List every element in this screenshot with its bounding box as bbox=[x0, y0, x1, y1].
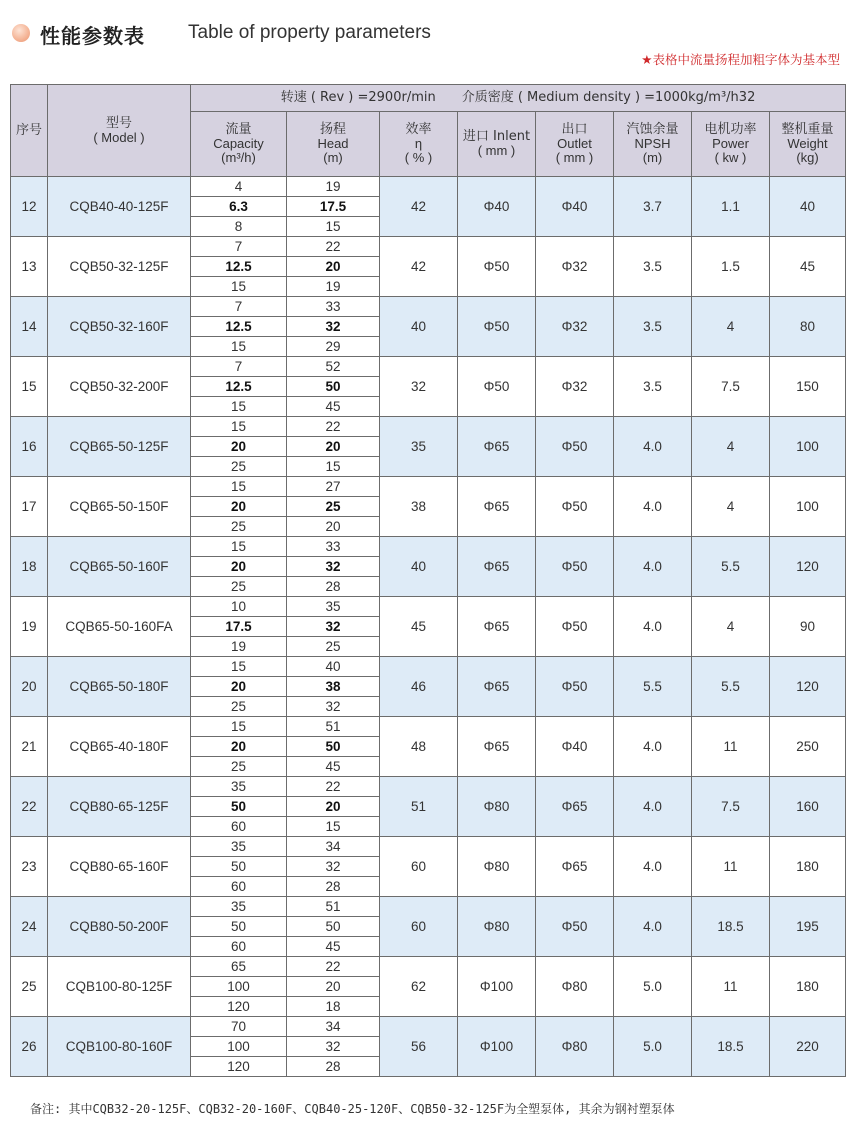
cell-head: 20 bbox=[287, 437, 380, 457]
cell-outlet: Φ80 bbox=[536, 957, 614, 1017]
cell-head: 33 bbox=[287, 297, 380, 317]
cell-model: CQB80-65-160F bbox=[48, 837, 191, 897]
cell-inlet: Φ80 bbox=[458, 837, 536, 897]
cell-npsh: 4.0 bbox=[614, 477, 692, 537]
cell-inlet: Φ80 bbox=[458, 777, 536, 837]
cell-capacity: 25 bbox=[191, 697, 287, 717]
cell-head: 50 bbox=[287, 917, 380, 937]
table-row bbox=[11, 897, 846, 917]
cell-inlet: Φ50 bbox=[458, 297, 536, 357]
cell-npsh: 3.5 bbox=[614, 357, 692, 417]
cell-capacity: 35 bbox=[191, 897, 287, 917]
header-inlet bbox=[458, 112, 536, 177]
title-bar bbox=[10, 18, 850, 50]
cell-outlet: Φ32 bbox=[536, 357, 614, 417]
cell-outlet: Φ50 bbox=[536, 597, 614, 657]
cell-outlet: Φ50 bbox=[536, 537, 614, 597]
table-row bbox=[11, 177, 846, 197]
header-power-cn: 电机功率 bbox=[704, 122, 757, 137]
cell-head: 17.5 bbox=[287, 197, 380, 217]
cell-seq: 14 bbox=[11, 297, 48, 357]
cell-capacity: 15 bbox=[191, 397, 287, 417]
table-row bbox=[11, 1017, 846, 1037]
cell-capacity: 15 bbox=[191, 337, 287, 357]
cell-head: 15 bbox=[287, 457, 380, 477]
cell-head: 20 bbox=[287, 797, 380, 817]
header-outlet-en: Outlet bbox=[557, 136, 592, 151]
cell-efficiency: 42 bbox=[380, 237, 458, 297]
table-body bbox=[11, 177, 846, 1077]
cell-outlet: Φ40 bbox=[536, 717, 614, 777]
cell-head: 32 bbox=[287, 557, 380, 577]
cell-efficiency: 45 bbox=[380, 597, 458, 657]
cell-inlet: Φ80 bbox=[458, 897, 536, 957]
cell-model: CQB65-50-160F bbox=[48, 537, 191, 597]
cell-head: 28 bbox=[287, 1057, 380, 1077]
cell-efficiency: 32 bbox=[380, 357, 458, 417]
cell-seq: 12 bbox=[11, 177, 48, 237]
cell-seq: 17 bbox=[11, 477, 48, 537]
cell-model: CQB80-50-200F bbox=[48, 897, 191, 957]
header-inlet-unit: ( mm ) bbox=[477, 143, 516, 158]
cell-inlet: Φ40 bbox=[458, 177, 536, 237]
header-outlet-cn: 出口 bbox=[561, 122, 588, 137]
cell-weight: 90 bbox=[770, 597, 846, 657]
cell-inlet: Φ50 bbox=[458, 357, 536, 417]
cell-power: 7.5 bbox=[692, 777, 770, 837]
header-npsh-cn: 汽蚀余量 bbox=[626, 122, 679, 137]
cell-efficiency: 62 bbox=[380, 957, 458, 1017]
cell-head: 40 bbox=[287, 657, 380, 677]
cell-efficiency: 60 bbox=[380, 897, 458, 957]
footnote: 备注: 其中CQB32-20-125F、CQB32-20-160F、CQB40-25-120F、CQB50-32-125F为全塑泵体, 其余为钢衬塑泵体 bbox=[30, 1102, 675, 1116]
cell-capacity: 20 bbox=[191, 497, 287, 517]
cell-power: 11 bbox=[692, 957, 770, 1017]
cell-inlet: Φ100 bbox=[458, 1017, 536, 1077]
table-row bbox=[11, 657, 846, 677]
cell-efficiency: 38 bbox=[380, 477, 458, 537]
cell-efficiency: 46 bbox=[380, 657, 458, 717]
cell-seq: 25 bbox=[11, 957, 48, 1017]
cell-capacity: 60 bbox=[191, 817, 287, 837]
cell-capacity: 35 bbox=[191, 837, 287, 857]
cell-head: 20 bbox=[287, 257, 380, 277]
cell-seq: 20 bbox=[11, 657, 48, 717]
cell-npsh: 3.5 bbox=[614, 297, 692, 357]
cell-weight: 220 bbox=[770, 1017, 846, 1077]
cell-power: 4 bbox=[692, 417, 770, 477]
cell-efficiency: 51 bbox=[380, 777, 458, 837]
cell-weight: 80 bbox=[770, 297, 846, 357]
cell-seq: 16 bbox=[11, 417, 48, 477]
cell-power: 18.5 bbox=[692, 1017, 770, 1077]
cell-capacity: 25 bbox=[191, 517, 287, 537]
cell-head: 33 bbox=[287, 537, 380, 557]
cell-npsh: 4.0 bbox=[614, 897, 692, 957]
cell-weight: 250 bbox=[770, 717, 846, 777]
cell-capacity: 60 bbox=[191, 937, 287, 957]
cell-weight: 160 bbox=[770, 777, 846, 837]
cell-capacity: 15 bbox=[191, 537, 287, 557]
cell-capacity: 12.5 bbox=[191, 317, 287, 337]
cell-npsh: 5.0 bbox=[614, 1017, 692, 1077]
property-parameters-table bbox=[10, 84, 846, 1077]
header-model bbox=[48, 85, 191, 177]
header-efficiency-unit: ( % ) bbox=[404, 150, 433, 165]
cell-power: 18.5 bbox=[692, 897, 770, 957]
cell-outlet: Φ32 bbox=[536, 297, 614, 357]
cell-weight: 45 bbox=[770, 237, 846, 297]
cell-inlet: Φ65 bbox=[458, 597, 536, 657]
cell-npsh: 4.0 bbox=[614, 837, 692, 897]
cell-head: 28 bbox=[287, 877, 380, 897]
cell-power: 4 bbox=[692, 477, 770, 537]
cell-capacity: 15 bbox=[191, 717, 287, 737]
basic-type-note: ★表格中流量扬程加粗字体为基本型 bbox=[641, 52, 840, 67]
cell-head: 38 bbox=[287, 677, 380, 697]
cell-efficiency: 60 bbox=[380, 837, 458, 897]
cell-inlet: Φ100 bbox=[458, 957, 536, 1017]
cell-inlet: Φ65 bbox=[458, 717, 536, 777]
cell-capacity: 15 bbox=[191, 657, 287, 677]
cell-model: CQB100-80-125F bbox=[48, 957, 191, 1017]
cell-capacity: 15 bbox=[191, 477, 287, 497]
page-title-en: Table of property parameters bbox=[188, 22, 431, 43]
cell-seq: 22 bbox=[11, 777, 48, 837]
cell-outlet: Φ50 bbox=[536, 897, 614, 957]
cell-seq: 13 bbox=[11, 237, 48, 297]
header-conditions: 转速 ( Rev ) =2900r/min 介质密度 ( Medium density ) =1000kg/m³/h32 bbox=[191, 85, 846, 112]
header-head-cn: 扬程 bbox=[319, 122, 346, 137]
cell-capacity: 25 bbox=[191, 757, 287, 777]
cell-npsh: 3.5 bbox=[614, 237, 692, 297]
cell-head: 50 bbox=[287, 737, 380, 757]
cell-capacity: 120 bbox=[191, 1057, 287, 1077]
cell-head: 32 bbox=[287, 1037, 380, 1057]
cell-head: 28 bbox=[287, 577, 380, 597]
header-capacity-cn: 流量 bbox=[225, 122, 252, 137]
cell-weight: 120 bbox=[770, 537, 846, 597]
cell-weight: 150 bbox=[770, 357, 846, 417]
header-seq: 序号 bbox=[11, 85, 48, 177]
cell-outlet: Φ65 bbox=[536, 777, 614, 837]
cell-seq: 26 bbox=[11, 1017, 48, 1077]
table-row bbox=[11, 477, 846, 497]
cell-head: 45 bbox=[287, 397, 380, 417]
cell-capacity: 4 bbox=[191, 177, 287, 197]
header-model-cn: 型号 bbox=[105, 115, 132, 131]
cell-model: CQB65-50-125F bbox=[48, 417, 191, 477]
cell-outlet: Φ50 bbox=[536, 657, 614, 717]
cell-head: 34 bbox=[287, 837, 380, 857]
cell-capacity: 25 bbox=[191, 577, 287, 597]
cell-efficiency: 56 bbox=[380, 1017, 458, 1077]
cell-head: 25 bbox=[287, 637, 380, 657]
cell-capacity: 120 bbox=[191, 997, 287, 1017]
header-weight bbox=[770, 112, 846, 177]
cell-npsh: 3.7 bbox=[614, 177, 692, 237]
cell-efficiency: 48 bbox=[380, 717, 458, 777]
table-row bbox=[11, 537, 846, 557]
cell-capacity: 50 bbox=[191, 857, 287, 877]
cell-model: CQB50-32-160F bbox=[48, 297, 191, 357]
header-head-en: Head bbox=[317, 136, 349, 151]
cell-outlet: Φ32 bbox=[536, 237, 614, 297]
header-capacity-en: Capacity bbox=[213, 136, 264, 151]
cell-model: CQB100-80-160F bbox=[48, 1017, 191, 1077]
header-model-en: ( Model ) bbox=[93, 129, 145, 145]
cell-npsh: 4.0 bbox=[614, 777, 692, 837]
table-row bbox=[11, 597, 846, 617]
cell-head: 45 bbox=[287, 937, 380, 957]
cell-inlet: Φ65 bbox=[458, 537, 536, 597]
cell-inlet: Φ65 bbox=[458, 657, 536, 717]
cell-model: CQB80-65-125F bbox=[48, 777, 191, 837]
cell-weight: 100 bbox=[770, 477, 846, 537]
cell-head: 32 bbox=[287, 697, 380, 717]
cell-inlet: Φ65 bbox=[458, 477, 536, 537]
cell-model: CQB65-50-160FA bbox=[48, 597, 191, 657]
cell-efficiency: 40 bbox=[380, 297, 458, 357]
cell-head: 45 bbox=[287, 757, 380, 777]
header-power-en: Power bbox=[712, 136, 749, 151]
table-row bbox=[11, 417, 846, 437]
cell-capacity: 65 bbox=[191, 957, 287, 977]
cell-model: CQB65-50-180F bbox=[48, 657, 191, 717]
cell-capacity: 60 bbox=[191, 877, 287, 897]
cell-head: 32 bbox=[287, 617, 380, 637]
cell-npsh: 5.5 bbox=[614, 657, 692, 717]
cell-head: 27 bbox=[287, 477, 380, 497]
header-head-unit: (m) bbox=[323, 150, 343, 165]
cell-seq: 19 bbox=[11, 597, 48, 657]
cell-power: 5.5 bbox=[692, 537, 770, 597]
cell-npsh: 4.0 bbox=[614, 597, 692, 657]
header-outlet bbox=[536, 112, 614, 177]
header-npsh-unit: (m) bbox=[642, 150, 663, 165]
page-title-cn: 性能参数表 bbox=[40, 24, 145, 48]
cell-head: 22 bbox=[287, 237, 380, 257]
header-capacity bbox=[191, 112, 287, 177]
cell-capacity: 6.3 bbox=[191, 197, 287, 217]
cell-outlet: Φ65 bbox=[536, 837, 614, 897]
header-weight-unit: (kg) bbox=[796, 150, 819, 165]
cell-capacity: 20 bbox=[191, 737, 287, 757]
header-capacity-unit: (m³/h) bbox=[221, 150, 256, 165]
cell-head: 34 bbox=[287, 1017, 380, 1037]
table-row bbox=[11, 717, 846, 737]
cell-capacity: 7 bbox=[191, 357, 287, 377]
cell-outlet: Φ50 bbox=[536, 417, 614, 477]
cell-seq: 18 bbox=[11, 537, 48, 597]
cell-capacity: 8 bbox=[191, 217, 287, 237]
cell-head: 18 bbox=[287, 997, 380, 1017]
header-outlet-unit: ( mm ) bbox=[555, 150, 594, 165]
cell-capacity: 50 bbox=[191, 917, 287, 937]
cell-npsh: 4.0 bbox=[614, 717, 692, 777]
cell-npsh: 4.0 bbox=[614, 537, 692, 597]
cell-capacity: 12.5 bbox=[191, 377, 287, 397]
cell-head: 22 bbox=[287, 957, 380, 977]
cell-capacity: 70 bbox=[191, 1017, 287, 1037]
cell-weight: 100 bbox=[770, 417, 846, 477]
cell-npsh: 5.0 bbox=[614, 957, 692, 1017]
cell-power: 11 bbox=[692, 717, 770, 777]
cell-power: 1.5 bbox=[692, 237, 770, 297]
cell-seq: 21 bbox=[11, 717, 48, 777]
cell-head: 50 bbox=[287, 377, 380, 397]
cell-outlet: Φ50 bbox=[536, 477, 614, 537]
cell-power: 5.5 bbox=[692, 657, 770, 717]
cell-power: 4 bbox=[692, 597, 770, 657]
cell-model: CQB65-40-180F bbox=[48, 717, 191, 777]
cell-inlet: Φ50 bbox=[458, 237, 536, 297]
cell-capacity: 20 bbox=[191, 437, 287, 457]
header-efficiency-symbol: η bbox=[414, 136, 423, 151]
cell-capacity: 12.5 bbox=[191, 257, 287, 277]
bullet-circle-icon bbox=[12, 24, 30, 42]
cell-efficiency: 35 bbox=[380, 417, 458, 477]
cell-capacity: 100 bbox=[191, 977, 287, 997]
cell-head: 29 bbox=[287, 337, 380, 357]
cell-capacity: 20 bbox=[191, 677, 287, 697]
table-row bbox=[11, 777, 846, 797]
cell-efficiency: 42 bbox=[380, 177, 458, 237]
cell-head: 15 bbox=[287, 217, 380, 237]
cell-model: CQB40-40-125F bbox=[48, 177, 191, 237]
cell-outlet: Φ40 bbox=[536, 177, 614, 237]
cell-weight: 40 bbox=[770, 177, 846, 237]
cell-seq: 15 bbox=[11, 357, 48, 417]
header-inlet-label: 进口 Inlent bbox=[462, 129, 531, 144]
cell-capacity: 15 bbox=[191, 417, 287, 437]
cell-capacity: 15 bbox=[191, 277, 287, 297]
cell-capacity: 7 bbox=[191, 237, 287, 257]
cell-capacity: 10 bbox=[191, 597, 287, 617]
cell-npsh: 4.0 bbox=[614, 417, 692, 477]
cell-head: 20 bbox=[287, 517, 380, 537]
cell-weight: 195 bbox=[770, 897, 846, 957]
cell-head: 25 bbox=[287, 497, 380, 517]
header-npsh-en: NPSH bbox=[634, 136, 671, 151]
cell-seq: 24 bbox=[11, 897, 48, 957]
table-row bbox=[11, 957, 846, 977]
header-efficiency-cn: 效率 bbox=[405, 122, 432, 137]
cell-capacity: 17.5 bbox=[191, 617, 287, 637]
cell-model: CQB50-32-125F bbox=[48, 237, 191, 297]
cell-efficiency: 40 bbox=[380, 537, 458, 597]
header-efficiency bbox=[380, 112, 458, 177]
cell-seq: 23 bbox=[11, 837, 48, 897]
cell-head: 22 bbox=[287, 417, 380, 437]
cell-power: 1.1 bbox=[692, 177, 770, 237]
cell-outlet: Φ80 bbox=[536, 1017, 614, 1077]
cell-head: 51 bbox=[287, 717, 380, 737]
cell-head: 15 bbox=[287, 817, 380, 837]
cell-head: 20 bbox=[287, 977, 380, 997]
cell-capacity: 20 bbox=[191, 557, 287, 577]
cell-capacity: 25 bbox=[191, 457, 287, 477]
header-weight-cn: 整机重量 bbox=[781, 122, 834, 137]
cell-model: CQB65-50-150F bbox=[48, 477, 191, 537]
cell-head: 35 bbox=[287, 597, 380, 617]
cell-head: 51 bbox=[287, 897, 380, 917]
cell-capacity: 100 bbox=[191, 1037, 287, 1057]
cell-weight: 180 bbox=[770, 837, 846, 897]
header-head bbox=[287, 112, 380, 177]
cell-power: 4 bbox=[692, 297, 770, 357]
table-row bbox=[11, 837, 846, 857]
cell-model: CQB50-32-200F bbox=[48, 357, 191, 417]
cell-power: 11 bbox=[692, 837, 770, 897]
header-power bbox=[692, 112, 770, 177]
cell-head: 32 bbox=[287, 317, 380, 337]
cell-head: 22 bbox=[287, 777, 380, 797]
header-weight-en: Weight bbox=[787, 136, 828, 151]
table-row bbox=[11, 297, 846, 317]
cell-capacity: 50 bbox=[191, 797, 287, 817]
cell-capacity: 35 bbox=[191, 777, 287, 797]
cell-capacity: 7 bbox=[191, 297, 287, 317]
cell-head: 19 bbox=[287, 277, 380, 297]
cell-capacity: 19 bbox=[191, 637, 287, 657]
cell-power: 7.5 bbox=[692, 357, 770, 417]
cell-inlet: Φ65 bbox=[458, 417, 536, 477]
header-npsh bbox=[614, 112, 692, 177]
cell-weight: 180 bbox=[770, 957, 846, 1017]
table-row bbox=[11, 357, 846, 377]
table-row bbox=[11, 237, 846, 257]
cell-head: 52 bbox=[287, 357, 380, 377]
header-power-unit: ( kw ) bbox=[714, 150, 747, 165]
cell-head: 19 bbox=[287, 177, 380, 197]
cell-weight: 120 bbox=[770, 657, 846, 717]
cell-head: 32 bbox=[287, 857, 380, 877]
